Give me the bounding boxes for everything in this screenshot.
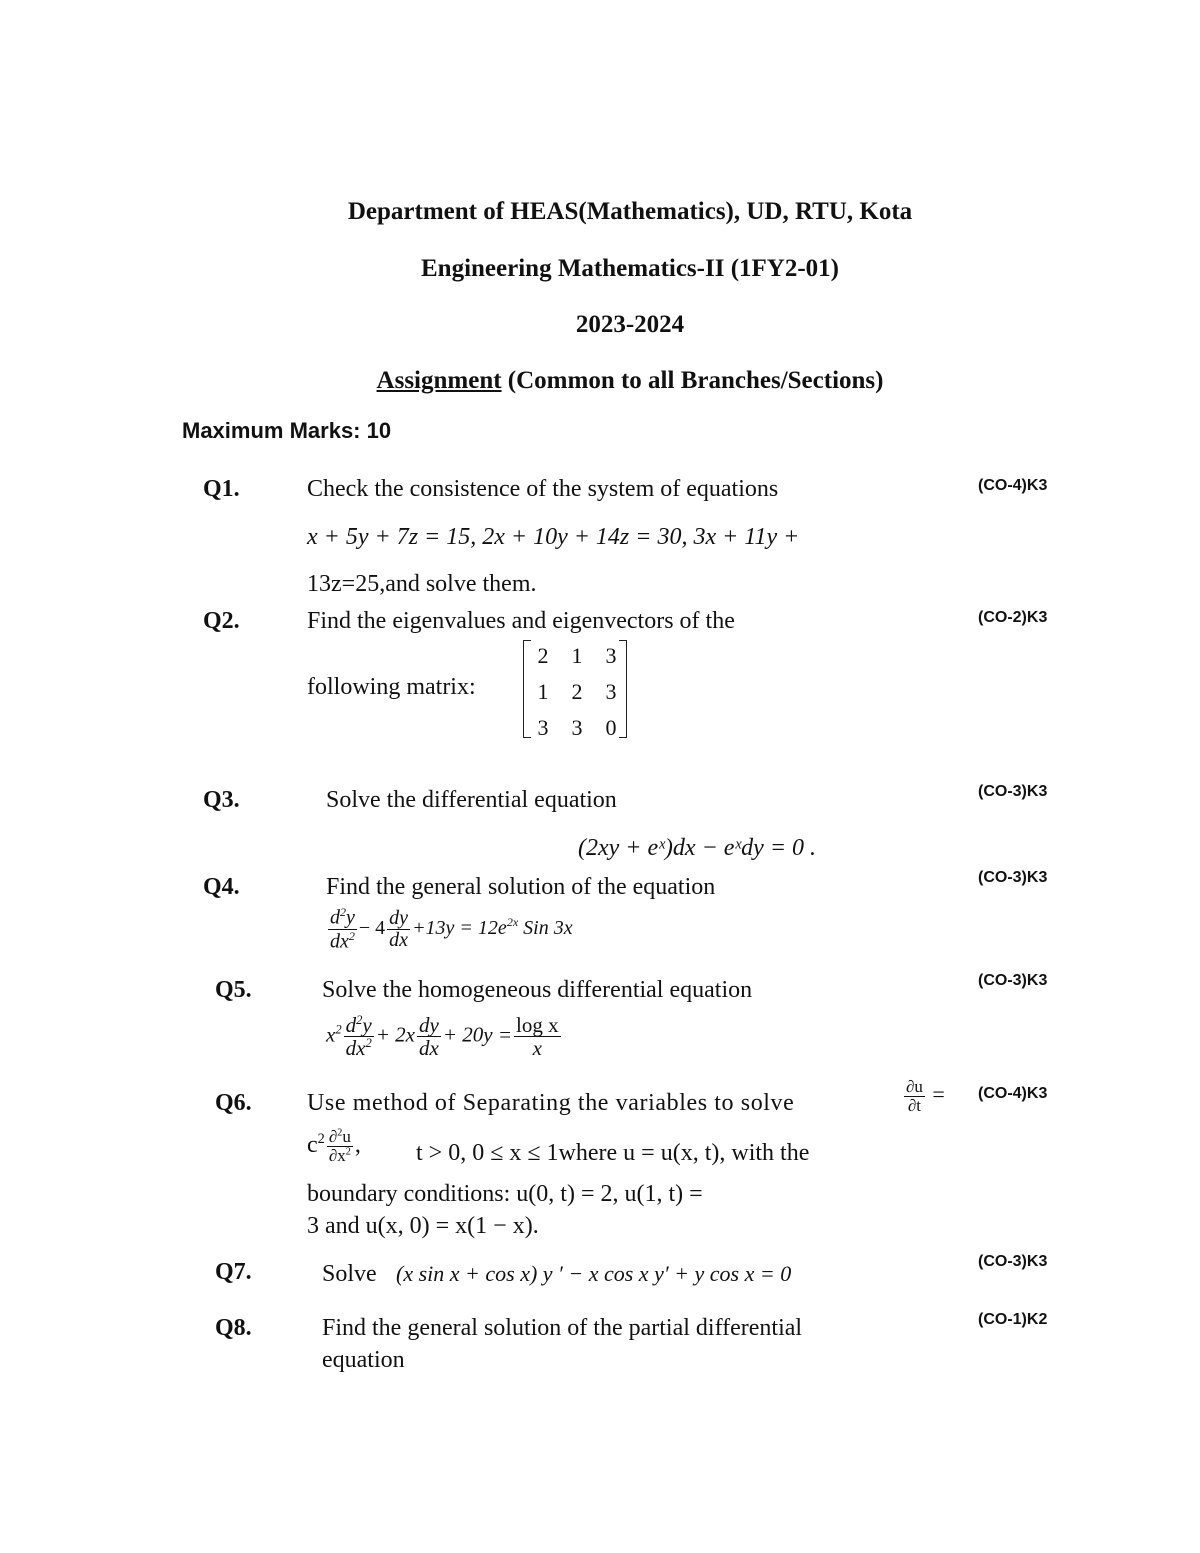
q2-number: Q2. — [203, 608, 240, 634]
q3-number: Q3. — [203, 787, 240, 813]
assignment-title — [0, 367, 1200, 395]
q3-equation: (2xy + eˣ)dx − eˣdy = 0 . — [578, 835, 817, 861]
department-title: Department of HEAS(Mathematics), UD, RTU, Kota — [347, 198, 913, 225]
q6-text: Use method of Separating the variables to solve — [307, 1090, 795, 1116]
q8-co: (CO-1)K2 — [978, 1311, 1048, 1328]
q5-equation: $x^2$ $\frac{d^2y}{dx^2}$ + 2x $\frac{dy}{dx}$ + 20y = $\frac{\text{log x}}{x}$ — [326, 1013, 559, 1061]
q6-pde-lhs: $\frac{\partial u}{\partial t}$ = — [906, 1077, 945, 1115]
q1-text-end: 13z=25,and solve them. — [307, 571, 537, 597]
q7-equation: (x sin x + cos x) y ′ − x cos x y′ + y cos x = 0 — [396, 1261, 792, 1286]
session-title: 2023-2024 — [575, 311, 685, 338]
q5-den: x — [532, 1036, 542, 1061]
q4-equation: $\frac{d^2y}{dx^2}$ − 4 $\frac{dy}{dx}$ $+13y = 12e^{2x}$ Sin 3x — [330, 905, 573, 953]
matrix-cell: 1 — [537, 679, 549, 704]
matrix-cell: 3 — [537, 715, 549, 740]
q4-number: Q4. — [203, 874, 240, 900]
q4-eq-exp: 2x — [506, 915, 519, 930]
q2-text: Find the eigenvalues and eigenvectors of the — [307, 608, 735, 634]
q5-eq-x: x — [326, 1022, 336, 1047]
q4-co: (CO-3)K3 — [978, 869, 1048, 886]
q5-eq-b: + 2x — [375, 1022, 415, 1047]
q2-co: (CO-2)K3 — [978, 609, 1048, 626]
q8-text-end: equation — [322, 1347, 405, 1373]
matrix-cell: 0 — [605, 715, 617, 740]
assignment-word: Assignment — [376, 367, 502, 394]
course-title: Engineering Mathematics-II (1FY2-01) — [421, 255, 839, 282]
q5-log: log x — [516, 1013, 559, 1037]
q7-text: Solve — [322, 1261, 377, 1287]
q4-text: Find the general solution of the equation — [326, 874, 716, 900]
q7-number: Q7. — [215, 1259, 252, 1285]
q5-text: Solve the homogeneous differential equation — [322, 977, 753, 1003]
q6-number: Q6. — [215, 1090, 252, 1116]
q1-text: Check the consistence of the system of equations — [307, 476, 779, 502]
q3-text: Solve the differential equation — [326, 787, 617, 813]
q1-number: Q1. — [203, 476, 240, 502]
q6-boundary: boundary conditions: u(0, t) = 2, u(1, t) = — [307, 1181, 703, 1207]
q8-text: Find the general solution of the partial differential — [322, 1315, 803, 1341]
q6-pde-rhs: $c^2$ $\frac{\partial^2u}{\partial x^2}$ , — [307, 1127, 361, 1165]
matrix-cell: 2 — [571, 679, 583, 704]
q5-co: (CO-3)K3 — [978, 972, 1048, 989]
q2-matrix — [526, 638, 628, 746]
q6-conditions: t > 0, 0 ≤ x ≤ 1where u = u(x, t), with the — [416, 1140, 810, 1166]
q7-co: (CO-3)K3 — [978, 1253, 1048, 1270]
q4-eq-end: Sin 3x — [518, 916, 573, 939]
q8-number: Q8. — [215, 1315, 252, 1341]
matrix-cell: 1 — [571, 643, 583, 668]
q1-equations: x + 5y + 7z = 15, 2x + 10y + 14z = 30, 3x + 11y + — [307, 524, 800, 550]
q3-co: (CO-3)K3 — [978, 783, 1048, 800]
assignment-scope: (Common to all Branches/Sections) — [501, 367, 884, 394]
max-marks: Maximum Marks: 10 — [182, 418, 392, 443]
q6-initial: 3 and u(x, 0) = x(1 − x). — [307, 1213, 539, 1239]
q5-number: Q5. — [215, 977, 252, 1003]
matrix-cell: 3 — [605, 643, 617, 668]
q5-eq-c: + 20y = — [442, 1022, 512, 1047]
matrix-cell: 2 — [537, 643, 549, 668]
q2-matrix-label: following matrix: — [307, 674, 476, 700]
q1-co: (CO-4)K3 — [978, 477, 1048, 494]
q6-co: (CO-4)K3 — [978, 1085, 1048, 1102]
q4-eq-tail: +13y = 12e — [412, 916, 507, 939]
matrix-cell: 3 — [605, 679, 617, 704]
matrix-cell: 3 — [571, 715, 583, 740]
q4-minus-four: − 4 — [358, 916, 386, 939]
